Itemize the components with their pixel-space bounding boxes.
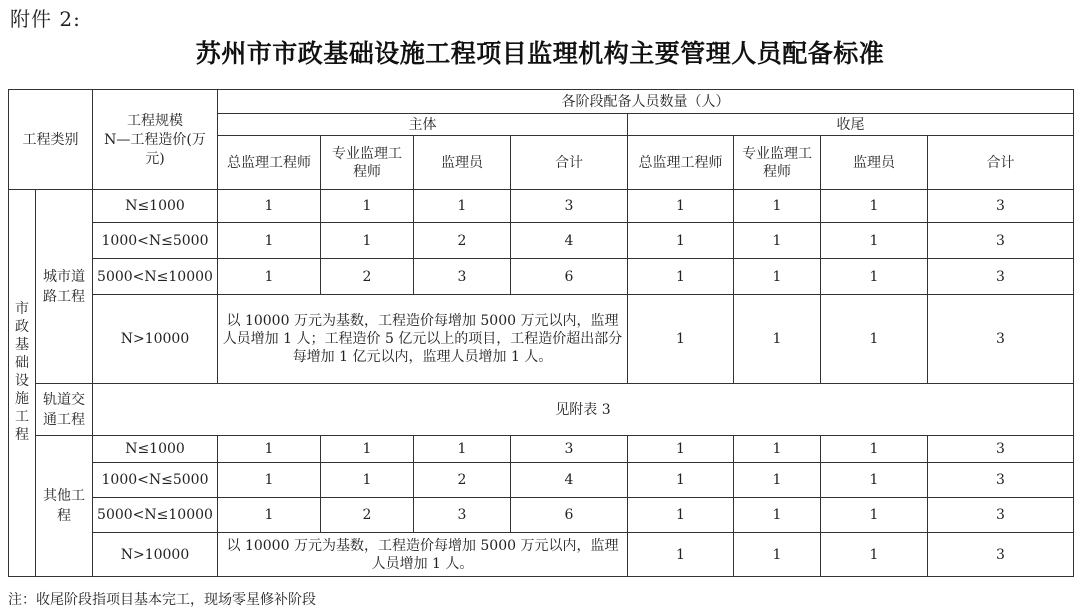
- value-cell: 1: [218, 498, 321, 533]
- value-cell: 1: [821, 463, 928, 498]
- value-cell: 1: [628, 463, 734, 498]
- end-chief-header: 总监理工程师: [628, 136, 734, 190]
- main-specialist-header: 专业监理工 程师: [321, 136, 414, 190]
- value-cell: 1: [321, 223, 414, 259]
- value-cell: 1: [628, 259, 734, 295]
- value-cell: 1: [734, 436, 821, 463]
- table-row: [9, 295, 1074, 384]
- value-cell: 1: [734, 295, 821, 384]
- rail-label: 轨道交 通工程: [36, 384, 93, 436]
- category-header: 工程类别: [9, 90, 93, 190]
- value-cell: 1: [734, 259, 821, 295]
- table-row: [9, 259, 1074, 295]
- value-cell: 1: [734, 533, 821, 577]
- value-cell: 1: [734, 463, 821, 498]
- value-cell: 1: [628, 190, 734, 223]
- value-cell: 1: [218, 436, 321, 463]
- value-cell: 6: [511, 498, 628, 533]
- footnote: 注：收尾阶段指项目基本完工，现场零星修补阶段: [8, 592, 316, 608]
- phase-end-header: 收尾: [628, 114, 1074, 136]
- scale-cell: N>10000: [93, 533, 218, 577]
- page-title: 苏州市市政基础设施工程项目监理机构主要管理人员配备标准: [195, 39, 885, 68]
- value-cell: 1: [218, 463, 321, 498]
- value-cell: 3: [928, 498, 1074, 533]
- value-cell: 1: [321, 463, 414, 498]
- value-cell: 2: [414, 223, 511, 259]
- urban-road-label: 城市道 路工程: [36, 190, 93, 384]
- value-cell: 3: [928, 533, 1074, 577]
- end-total-header: 合计: [928, 136, 1074, 190]
- value-cell: 3: [928, 223, 1074, 259]
- value-cell: 2: [321, 259, 414, 295]
- table-row: [9, 436, 1074, 463]
- value-cell: 1: [321, 190, 414, 223]
- scale-cell: 1000<N≤5000: [93, 223, 218, 259]
- value-cell: 2: [321, 498, 414, 533]
- value-cell: 1: [218, 259, 321, 295]
- value-cell: 1: [628, 498, 734, 533]
- table-row: [9, 384, 1074, 436]
- value-cell: 1: [414, 436, 511, 463]
- other-label: 其他工 程: [36, 436, 93, 577]
- group-label: 市 政 基 础 设 施 工 程: [9, 190, 36, 577]
- value-cell: 3: [928, 259, 1074, 295]
- attachment-label: 附件 2:: [10, 7, 81, 31]
- scale-cell: 5000<N≤10000: [93, 498, 218, 533]
- main-chief-header: 总监理工程师: [218, 136, 321, 190]
- value-cell: 2: [414, 463, 511, 498]
- scale-cell: 1000<N≤5000: [93, 463, 218, 498]
- value-cell: 1: [821, 190, 928, 223]
- value-cell: 1: [628, 533, 734, 577]
- value-cell: 3: [511, 436, 628, 463]
- value-cell: 4: [511, 463, 628, 498]
- header-row-1: [9, 90, 1074, 114]
- table-row: [9, 463, 1074, 498]
- value-cell: 1: [218, 223, 321, 259]
- table-row: [9, 190, 1074, 223]
- value-cell: 1: [821, 259, 928, 295]
- phase-main-header: 主体: [218, 114, 628, 136]
- value-cell: 3: [928, 295, 1074, 384]
- value-cell: 1: [734, 498, 821, 533]
- value-cell: 1: [734, 190, 821, 223]
- increment-note: 以 10000 万元为基数，工程造价每增加 5000 万元以内，监理人员增加 1 人；工程造价 5 亿元以上的项目，工程造价超出部分每增加 1 亿元以内，监理人员增加 1 人。: [218, 295, 628, 384]
- value-cell: 1: [218, 190, 321, 223]
- value-cell: 1: [628, 295, 734, 384]
- rail-note: 见附表 3: [93, 384, 1074, 436]
- table-row: [9, 533, 1074, 577]
- end-supervisor-header: 监理员: [821, 136, 928, 190]
- end-specialist-header: 专业监理工 程师: [734, 136, 821, 190]
- value-cell: 1: [821, 436, 928, 463]
- staffing-standard-table: [8, 89, 1074, 577]
- value-cell: 1: [821, 223, 928, 259]
- value-cell: 3: [414, 498, 511, 533]
- table-row: [9, 223, 1074, 259]
- main-total-header: 合计: [511, 136, 628, 190]
- value-cell: 3: [928, 190, 1074, 223]
- table-row: [9, 498, 1074, 533]
- value-cell: 1: [628, 436, 734, 463]
- increment-note: 以 10000 万元为基数，工程造价每增加 5000 万元以内，监理人员增加 1 人。: [218, 533, 628, 577]
- value-cell: 1: [821, 533, 928, 577]
- scale-cell: 5000<N≤10000: [93, 259, 218, 295]
- staffing-header: 各阶段配备人员数量（人）: [218, 90, 1074, 114]
- scale-cell: N>10000: [93, 295, 218, 384]
- scale-cell: N≤1000: [93, 436, 218, 463]
- main-supervisor-header: 监理员: [414, 136, 511, 190]
- value-cell: 4: [511, 223, 628, 259]
- value-cell: 3: [511, 190, 628, 223]
- scale-header: 工程规模 N—工程造价(万元): [93, 90, 218, 190]
- value-cell: 1: [414, 190, 511, 223]
- value-cell: 1: [321, 436, 414, 463]
- scale-cell: N≤1000: [93, 190, 218, 223]
- value-cell: 3: [928, 436, 1074, 463]
- value-cell: 1: [734, 223, 821, 259]
- value-cell: 1: [821, 498, 928, 533]
- value-cell: 1: [821, 295, 928, 384]
- value-cell: 3: [414, 259, 511, 295]
- value-cell: 6: [511, 259, 628, 295]
- value-cell: 3: [928, 463, 1074, 498]
- value-cell: 1: [628, 223, 734, 259]
